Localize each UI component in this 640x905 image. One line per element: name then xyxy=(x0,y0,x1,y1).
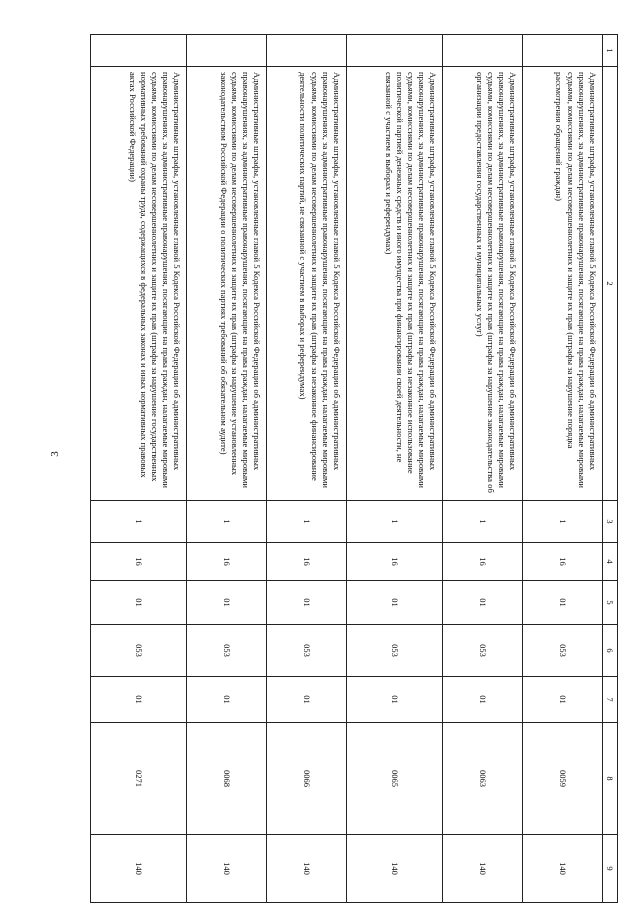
cell-description: Административные штрафы, установленные главой 5 Кодекса Российской Федерации об административных правонарушениях, за административные правонарушения, посягающие на права граждан, налагаемые мировыми судьями, комиссиями по делам несовершеннолетних и защите их прав (штрафы за нарушение порядка рассмотрения обращений граждан) xyxy=(523,67,603,501)
cell-col-5: 01 xyxy=(91,581,187,625)
table-row xyxy=(443,35,523,903)
header-row xyxy=(603,35,618,903)
header-col-3: 3 xyxy=(603,501,618,543)
cell-col-9: 140 xyxy=(267,835,347,903)
cell-col-9: 140 xyxy=(443,835,523,903)
cell-col-8: 0065 xyxy=(347,723,443,835)
cell-col-4: 16 xyxy=(523,543,603,581)
cell-col-3: 1 xyxy=(443,501,523,543)
cell-col-1 xyxy=(443,35,523,67)
cell-col-7: 01 xyxy=(443,677,523,723)
table-row xyxy=(267,35,347,903)
header-col-2: 2 xyxy=(603,67,618,501)
cell-col-1 xyxy=(267,35,347,67)
cell-col-5: 01 xyxy=(267,581,347,625)
cell-col-5: 01 xyxy=(523,581,603,625)
cell-col-9: 140 xyxy=(347,835,443,903)
cell-col-8: 0271 xyxy=(91,723,187,835)
table-row xyxy=(187,35,267,903)
cell-col-8: 0063 xyxy=(443,723,523,835)
cell-col-4: 16 xyxy=(267,543,347,581)
table-row xyxy=(523,35,603,903)
cell-description: Административные штрафы, установленные главой 5 Кодекса Российской Федерации об административных правонарушениях, за административные правонарушения, посягающие на права граждан, налагаемые мировыми судьями, комиссиями по делам несовершеннолетних и защите их прав (штрафы за нарушение установленных законодательством Российской Федерации о политических партиях требований об обязательном аудите) xyxy=(187,67,267,501)
cell-col-7: 01 xyxy=(267,677,347,723)
cell-col-1 xyxy=(347,35,443,67)
cell-col-6: 053 xyxy=(443,625,523,677)
header-col-4: 4 xyxy=(603,543,618,581)
cell-col-9: 140 xyxy=(523,835,603,903)
page-number: 3 xyxy=(48,451,61,457)
cell-description: Административные штрафы, установленные главой 5 Кодекса Российской Федерации об административных правонарушениях, за административные правонарушения, посягающие на права граждан, налагаемые мировыми судьями, комиссиями по делам несовершеннолетних и защите их прав (штрафы за нарушение законодательства об организации предоставления государственных и муниципальных услуг) xyxy=(443,67,523,501)
cell-col-8: 0068 xyxy=(187,723,267,835)
table-row xyxy=(347,35,443,903)
cell-col-4: 16 xyxy=(347,543,443,581)
cell-col-5: 01 xyxy=(347,581,443,625)
header-col-8: 8 xyxy=(603,723,618,835)
cell-col-4: 16 xyxy=(187,543,267,581)
cell-col-1 xyxy=(91,35,187,67)
cell-col-9: 140 xyxy=(91,835,187,903)
cell-col-6: 053 xyxy=(267,625,347,677)
cell-col-6: 053 xyxy=(187,625,267,677)
cell-col-7: 01 xyxy=(91,677,187,723)
cell-col-7: 01 xyxy=(347,677,443,723)
cell-col-3: 1 xyxy=(267,501,347,543)
cell-col-3: 1 xyxy=(347,501,443,543)
rotated-table-sheet xyxy=(90,34,618,902)
cell-col-3: 1 xyxy=(187,501,267,543)
budget-codes-table xyxy=(90,34,618,903)
cell-col-7: 01 xyxy=(523,677,603,723)
cell-description: Административные штрафы, установленные главой 5 Кодекса Российской Федерации об административных правонарушениях, за административные правонарушения, посягающие на права граждан, налагаемые мировыми судьями, комиссиями по делам несовершеннолетних и защите их прав (штрафы за незаконное финансирование деятельности политических партий, не связанной с участием в выборах и референдумах) xyxy=(267,67,347,501)
cell-col-7: 01 xyxy=(187,677,267,723)
cell-col-6: 053 xyxy=(91,625,187,677)
cell-col-3: 1 xyxy=(523,501,603,543)
cell-col-6: 053 xyxy=(523,625,603,677)
cell-col-9: 140 xyxy=(187,835,267,903)
cell-col-8: 0059 xyxy=(523,723,603,835)
header-col-6: 6 xyxy=(603,625,618,677)
cell-col-1 xyxy=(523,35,603,67)
header-col-7: 7 xyxy=(603,677,618,723)
header-col-9: 9 xyxy=(603,835,618,903)
cell-col-6: 053 xyxy=(347,625,443,677)
cell-col-1 xyxy=(187,35,267,67)
cell-col-3: 1 xyxy=(91,501,187,543)
cell-col-5: 01 xyxy=(443,581,523,625)
cell-description: Административные штрафы, установленные главой 5 Кодекса Российской Федерации об административных правонарушениях, за административные правонарушения, посягающие на права граждан, налагаемые мировыми судьями, комиссиями по делам несовершеннолетних и защите их прав (штрафы за нарушение государственных нормативных требований охраны труда, содержащихся в федеральных законах и иных нормативных правовых актах Российской Федерации) xyxy=(91,67,187,501)
cell-description: Административные штрафы, установленные главой 5 Кодекса Российской Федерации об административных правонарушениях, за административные правонарушения, посягающие на права граждан, налагаемые мировыми судьями, комиссиями по делам несовершеннолетних и защите их прав (штрафы за незаконное использование политической партией денежных средств и иного имущества при финансировании своей деятельности, не связанной с участием в выборах и референдумах) xyxy=(347,67,443,501)
cell-col-4: 16 xyxy=(443,543,523,581)
header-col-1: 1 xyxy=(603,35,618,67)
header-col-5: 5 xyxy=(603,581,618,625)
cell-col-4: 16 xyxy=(91,543,187,581)
table-row xyxy=(91,35,187,903)
cell-col-8: 0066 xyxy=(267,723,347,835)
cell-col-5: 01 xyxy=(187,581,267,625)
